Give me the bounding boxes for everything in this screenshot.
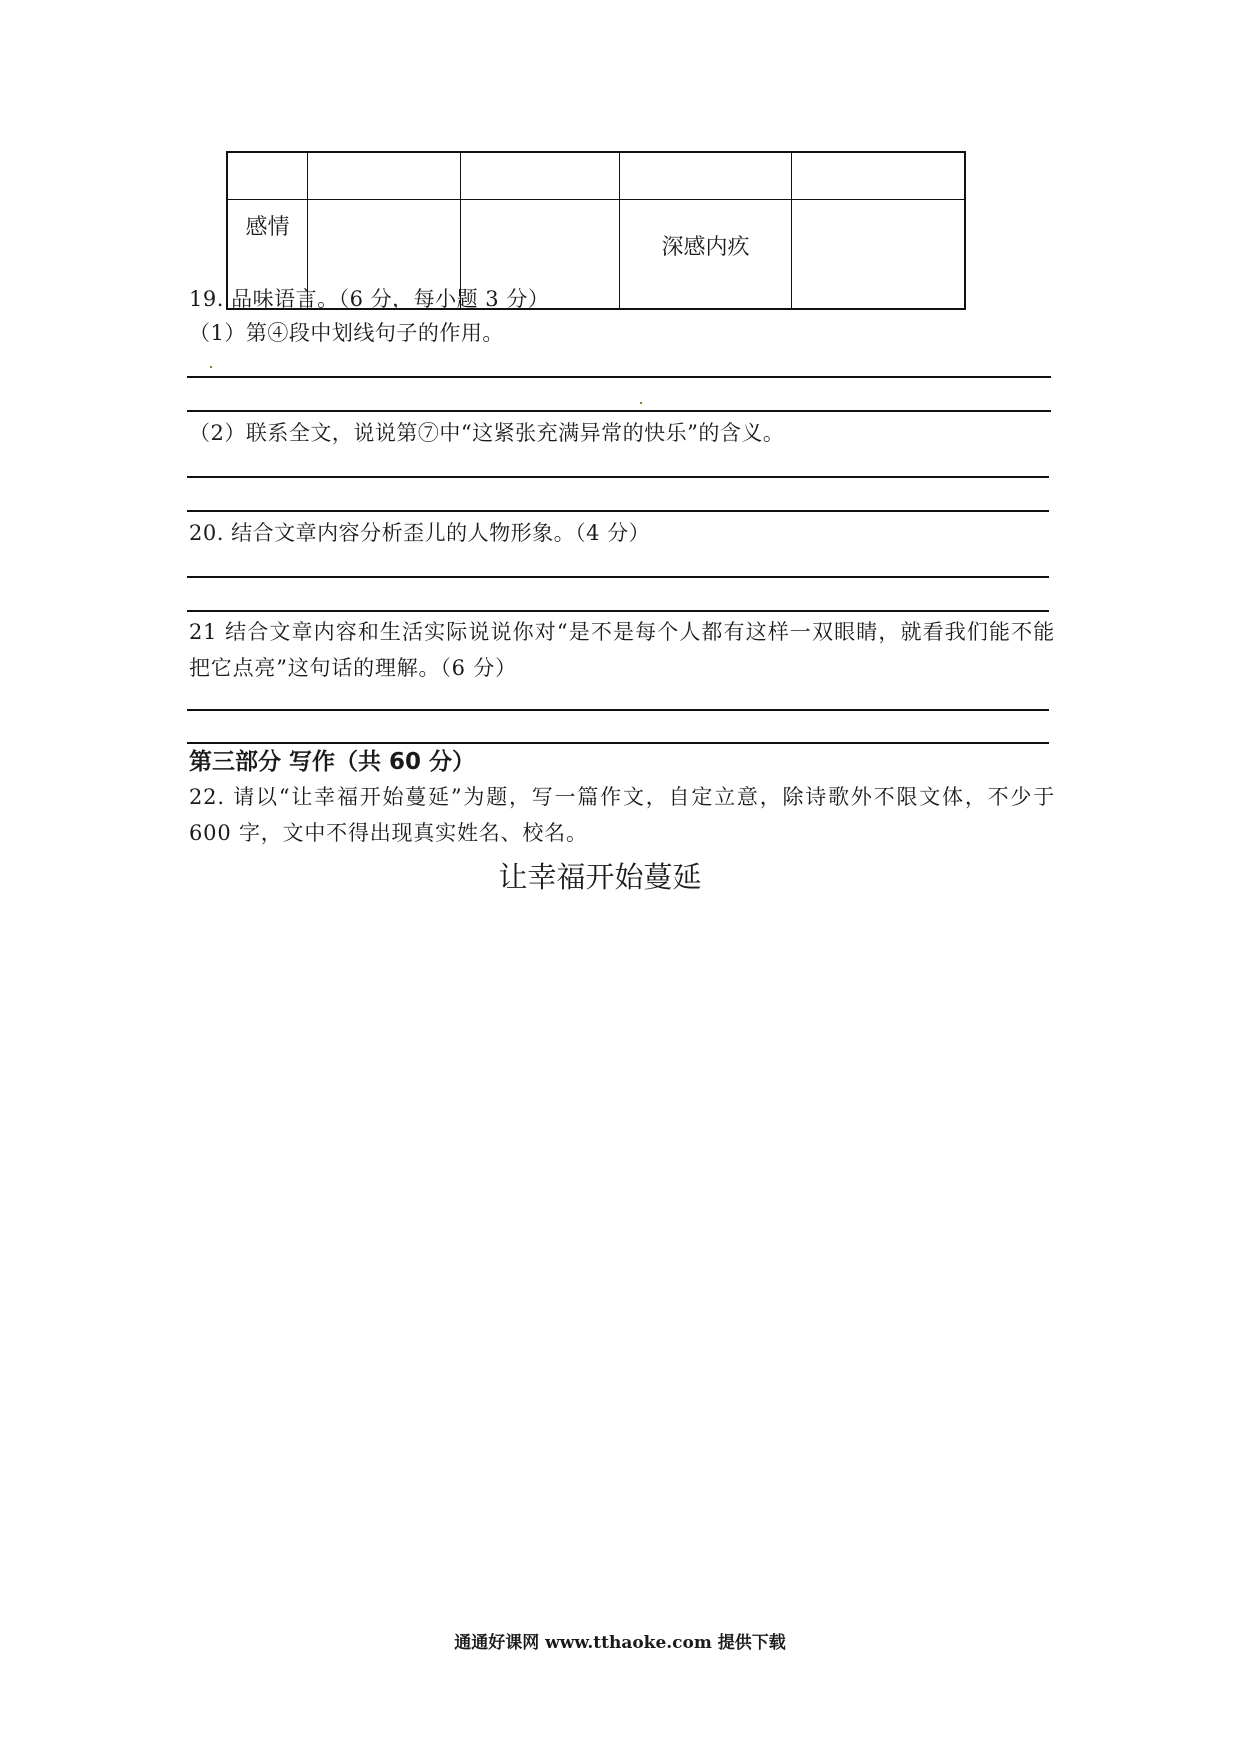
answer-line[interactable] bbox=[187, 410, 1051, 412]
question-19-sub2: （2）联系全文，说说第⑦中“这紧张充满异常的快乐”的含义。 bbox=[189, 421, 785, 445]
answer-line[interactable] bbox=[187, 576, 1049, 578]
question-22-stem: 22. 请以“让幸福开始蔓延”为题，写一篇作文，自定立意，除诗歌外不限文体，不少于 600 字，文中不得出现真实姓名、校名。 bbox=[189, 785, 1055, 845]
essay-title: 让幸福开始蔓延 bbox=[498, 860, 702, 894]
section-heading: 第三部分 写作（共 60 分） bbox=[189, 749, 476, 775]
question-19-sub1: （1）第④段中划线句子的作用。 bbox=[189, 321, 504, 345]
table-row-label: 感情 bbox=[227, 200, 308, 310]
answer-line[interactable] bbox=[187, 610, 1049, 612]
answer-line[interactable] bbox=[187, 742, 1049, 744]
scan-speck bbox=[640, 402, 642, 404]
answer-line[interactable] bbox=[187, 476, 1049, 478]
question-21-stem: 21 结合文章内容和生活实际说说你对“是不是每个人都有这样一双眼睛，就看我们能不能把它点亮”这句话的理解。（6 分） bbox=[189, 620, 1055, 680]
answer-line[interactable] bbox=[187, 510, 1049, 512]
question-20-stem: 20. 结合文章内容分析歪儿的人物形象。（4 分） bbox=[189, 521, 651, 545]
table-cell bbox=[461, 152, 620, 200]
table-cell bbox=[792, 152, 966, 200]
table-cell bbox=[308, 152, 461, 200]
answer-line[interactable] bbox=[187, 376, 1051, 378]
table-cell bbox=[792, 200, 966, 310]
question-19-stem: 19. 品味语言。（6 分，每小题 3 分） bbox=[189, 287, 550, 311]
table-row bbox=[227, 152, 965, 200]
page-footer: 通通好课网 www.tthaoke.com 提供下载 bbox=[454, 1633, 786, 1653]
table-cell bbox=[620, 152, 792, 200]
answer-line[interactable] bbox=[187, 709, 1049, 711]
table-cell bbox=[227, 152, 308, 200]
table-cell: 深感内疚 bbox=[620, 200, 792, 310]
scan-speck bbox=[210, 366, 212, 368]
